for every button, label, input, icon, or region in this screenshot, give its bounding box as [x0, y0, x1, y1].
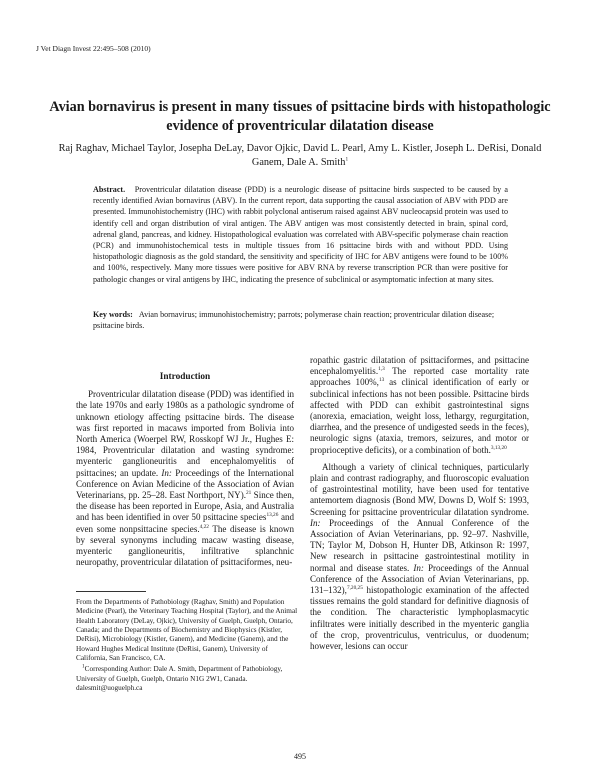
intro-paragraph-2: [310, 462, 529, 652]
abstract: [93, 184, 508, 285]
corresponding-author-text: Corresponding Author: Dale A. Smith, Department of Pathobiology, University of Guelph, Guelph, Ontario N1G 2W1, Canada. dalesmit@uoguelph.ca: [76, 665, 283, 693]
intro-p2-text-b: Proceedings of the Annual Conference of the Association of Avian Veterinarians, pp. 92–97. Nashville, TN; Taylor M, Dobson H, Hunter DB, Atkinson R: 1997, New research in psittacine gastrointestinal motility in normal and disease states.: [310, 517, 530, 573]
footnote-mark: 1: [82, 664, 85, 670]
page-number: 495: [294, 752, 306, 761]
abstract-label: Abstract.: [93, 185, 126, 194]
article-title: Avian bornavirus is present in many tissues of psittacine birds with histopathologic evidence of proventricular dilatation disease: [49, 99, 551, 134]
author-list: [50, 142, 550, 170]
citation-mark: 3,13,20: [490, 444, 507, 451]
intro-cont-text-a: ropathic gastric dilatation of psittaciformes, and psittacine encephalomyelitis.: [310, 355, 529, 377]
section-heading-introduction: Introduction: [159, 372, 211, 382]
intro-cont-text-b: The reported case mortality rate approaches 100%,: [310, 366, 529, 388]
citation-mark: 7,20,25: [346, 585, 363, 592]
intro-in-a: In:: [161, 467, 172, 478]
keywords-label: Key words:: [93, 310, 133, 319]
citation-mark: 13: [378, 377, 385, 384]
intro-cont-text-c: as clinical identification of early or subclinical infections has not been possible. Psittacine birds affected with PDD can exhibit gastrointestinal signs (anorexia, emaciation, weight loss, lethargy, regurgitation, diarrhea, and the presence of undigested seeds in the feces), neurologic signs (ataxia, tremors, seizures, and motor or proprioceptive deficits), or a combination of both.: [310, 377, 530, 455]
intro-text-d: and even some nonpsittacine species.: [76, 512, 294, 534]
left-column: [76, 372, 294, 568]
affiliations-footnote: From the Departments of Pathobiology (Raghav, Smith) and Population Medicine (Pearl), the Veterinary Teaching Hospital (Taylor), and the Animal Health Laboratory (DeLay, Ojkic), University of Guelph, Guelph, Ontario, Canada; and the Departments of Biochemistry and Biophysics (Kistler, DeRisi), Microbiology (Kistler, Ganem), and Medicine (Ganem), and the Howard Hughes Medical Institute (DeRisi, Ganem), University of California, San Francisco, CA.: [76, 598, 298, 663]
author-footnote-mark: 1: [345, 156, 349, 163]
intro-p2-text-c: Proceedings of the Annual Conference of the Association of Avian Veterinarians, pp. 131–132),: [310, 562, 530, 596]
citation-mark: 1,3: [378, 366, 385, 373]
intro-paragraph-1: [76, 389, 294, 568]
citation-mark: 21: [245, 490, 252, 497]
keywords-text: Avian bornavirus; immunohistochemistry; parrots; polymerase chain reaction; proventricular dilation disease; psittacine birds.: [93, 310, 495, 331]
abstract-text: Proventricular dilatation disease (PDD) is a neurologic disease of psittacine birds suspected to be caused by a recently identified Avian bornavirus (ABV). In the current report, data supporting the causal association of ABV with PDD are presented. Immunohistochemistry (IHC) with rabbit polyclonal antiserum raised against ABV nucleocapsid protein was used to identify cell and organ distribution of viral antigen. The ABV antigen was most consistently detected in brain, spinal cord, adrenal gland, pancreas, and kidney. Histopathological evaluation was correlated with ABV-specific polymerase chain reaction (PCR) and immunohistochemical tests in multiple tissues from 16 psittacine birds with and without PDD. Using histopathologic diagnosis as the gold standard, the sensitivity and specificity of IHC for ABV antigens were found to be 100% and 100%, respectively. Many more tissues were positive for ABV RNA by reverse transcription PCR than were positive for pathologic changes or viral antigens by IHC, indicating the presence of subclinical or asymptomatic infection at many sites.: [93, 185, 508, 284]
intro-p2-in-a: In:: [310, 517, 321, 528]
citation-mark: 13,26: [266, 512, 279, 519]
intro-p2-text-d: histopathologic examination of the affected tissues remains the gold standard for definitive diagnosis of the condition. The characteristic lymphoplasmacytic infiltrates were initially described in the myenteric ganglia of the crop, proventriculus, ventriculus, or duodenum; however, lesions can occur: [310, 585, 529, 652]
footnote-divider: [76, 591, 146, 592]
journal-citation: J Vet Diagn Invest 22:495–508 (2010): [36, 44, 151, 53]
intro-paragraph-1-continued: [310, 355, 529, 456]
footnotes: [76, 598, 298, 693]
author-names: Raj Raghav, Michael Taylor, Josepha DeLay, Davor Ojkic, David L. Pearl, Amy L. Kistler, Joseph L. DeRisi, Donald Ganem, Dale A. Smith: [58, 143, 542, 168]
keywords: [93, 309, 508, 331]
intro-p2-text-a: Although a variety of clinical techniques, particularly plain and contrast radiography, and fluoroscopic evaluation of gastrointestinal motility, have been used for tentative antemortem diagnosis (Bond MW, Downs D, Wolf S: 1993, Screening for psittacine proventricular dilatation syndrome.: [310, 461, 529, 517]
intro-text-b: Proceedings of the International Conference on Avian Medicine of the Association of Avian Veterinarians, pp. 25–28. East Northport, NY).: [76, 467, 295, 501]
intro-text-c: Since then, the disease has been reported in Europe, Asia, and Australia and has been identified in over 50 psittacine species: [76, 490, 294, 523]
citation-mark: 4,22: [199, 523, 209, 530]
right-column: [310, 355, 529, 652]
intro-text-a: Proventricular dilatation disease (PDD) was identified in the late 1970s and early 1980s as a pathologic syndrome of unknown etiology affecting psittacine birds. The disease was first reported in macaws imported from Bolivia into North America (Woerpel RW, Rosskopf WJ Jr., Hughes E: 1984, Proventricular dilatation and wasting syndrome: myenteric ganglioneuritis and encephalomyelitis of psittacines; an update.: [76, 389, 294, 478]
corresponding-author-footnote: [76, 665, 298, 693]
intro-p2-in-b: In:: [413, 562, 424, 573]
intro-text-e: The disease is known by several synonyms including macaw wasting disease, myenteric ganglioneuritis, infiltrative splanchnic neuropathy, proventricular dilatation of psittaciformes, neu-: [76, 523, 294, 568]
